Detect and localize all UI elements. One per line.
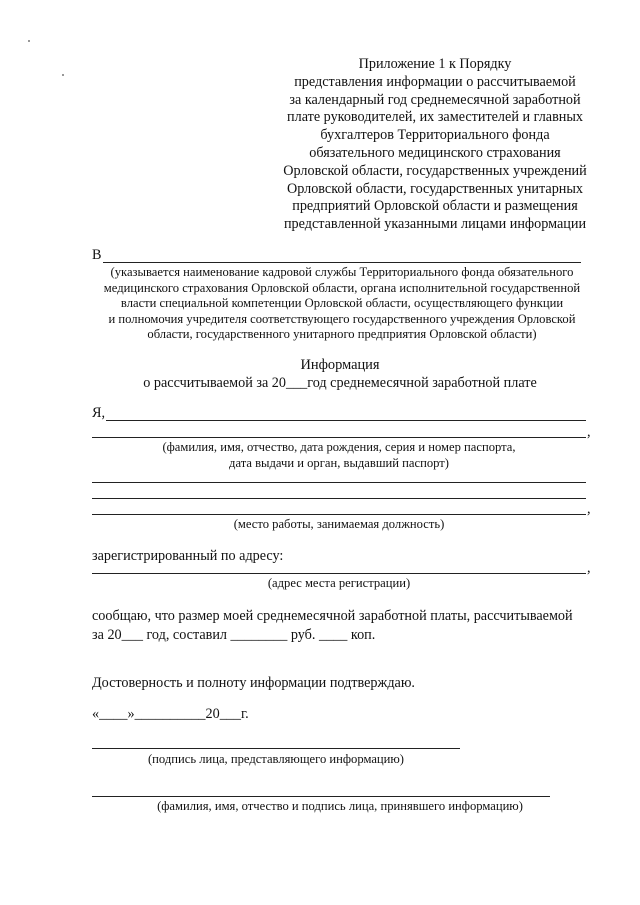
submitter-signature-caption: (подпись лица, представляющего информацию) [147,752,405,766]
header-line: представления информации о рассчитываемой [294,73,576,90]
workplace-comma: , [587,501,591,517]
appendix-header [270,56,600,234]
header-line: плате руководителей, их заместителей и главных [287,109,583,126]
declarant-caption-line: (фамилия, имя, отчество, дата рождения, серия и номер паспорта, [162,440,516,454]
header-line: за календарный год среднемесячной заработной [289,91,581,108]
addressee-fill-line[interactable] [103,262,581,263]
header-line: обязательного медицинского страхования [309,144,561,161]
receiver-signature-line[interactable] [92,796,550,797]
addressee-note-line: медицинского страхования Орловской области, органа исполнительной государственной [103,280,581,295]
submitter-signature-line[interactable] [92,748,460,749]
addressee-note [86,265,598,343]
workplace-line-1[interactable] [92,482,586,483]
workplace-caption: (место работы, занимаемая должность) [233,517,445,531]
workplace-line-3[interactable] [92,514,586,515]
document-subtitle: о рассчитываемой за 20___год среднемесячной заработной плате [143,375,537,391]
registration-comma: , [587,560,591,576]
header-line: Орловской области, государственных унитарных [286,180,584,197]
document-title: Информация [300,357,380,373]
header-line: предприятий Орловской области и размещения [292,198,578,215]
salary-statement-line: сообщаю, что размер моей среднемесячной заработной платы, рассчитываемой [92,608,573,624]
date-field[interactable]: «____»__________20___г. [92,706,249,722]
addressee-note-line: области, государственного унитарного предприятия Орловской области) [147,327,537,342]
confirmation-text: Достоверность и полноту информации подтверждаю. [92,675,415,691]
header-line: бухгалтеров Территориального фонда [320,127,550,144]
addressee-note-line: (указывается наименование кадровой службы Территориального фонда обязательного [110,265,574,279]
registration-address-line[interactable] [92,573,586,574]
declarant-caption-line: дата выдачи и орган, выдавший паспорт) [229,456,449,470]
header-line: представленной указанными лицами информации [283,216,587,233]
addressee-note-line: и полномочия учредителя соответствующего государственного учреждения Орловской [108,311,576,326]
scan-speck [62,74,64,76]
declarant-comma: , [587,424,591,440]
addressee-prefix: В [92,247,102,263]
registration-caption: (адрес места регистрации) [267,576,411,590]
declarant-prefix: Я, [92,405,106,421]
workplace-line-2[interactable] [92,498,586,499]
scan-speck [28,40,30,42]
header-line: Приложение 1 к Порядку [358,56,512,72]
salary-statement-amount: за 20___ год, составил ________ руб. ____ коп. [92,627,376,643]
declarant-name-line-2[interactable] [92,437,586,438]
addressee-note-line: власти специальной компетенции Орловской области, осуществляющего функции [120,296,564,311]
declarant-name-line[interactable] [106,420,586,421]
header-line: Орловской области, государственных учреждений [283,162,587,179]
receiver-signature-caption: (фамилия, имя, отчество и подпись лица, принявшего информацию) [157,799,523,813]
registration-label: зарегистрированный по адресу: [92,548,284,564]
